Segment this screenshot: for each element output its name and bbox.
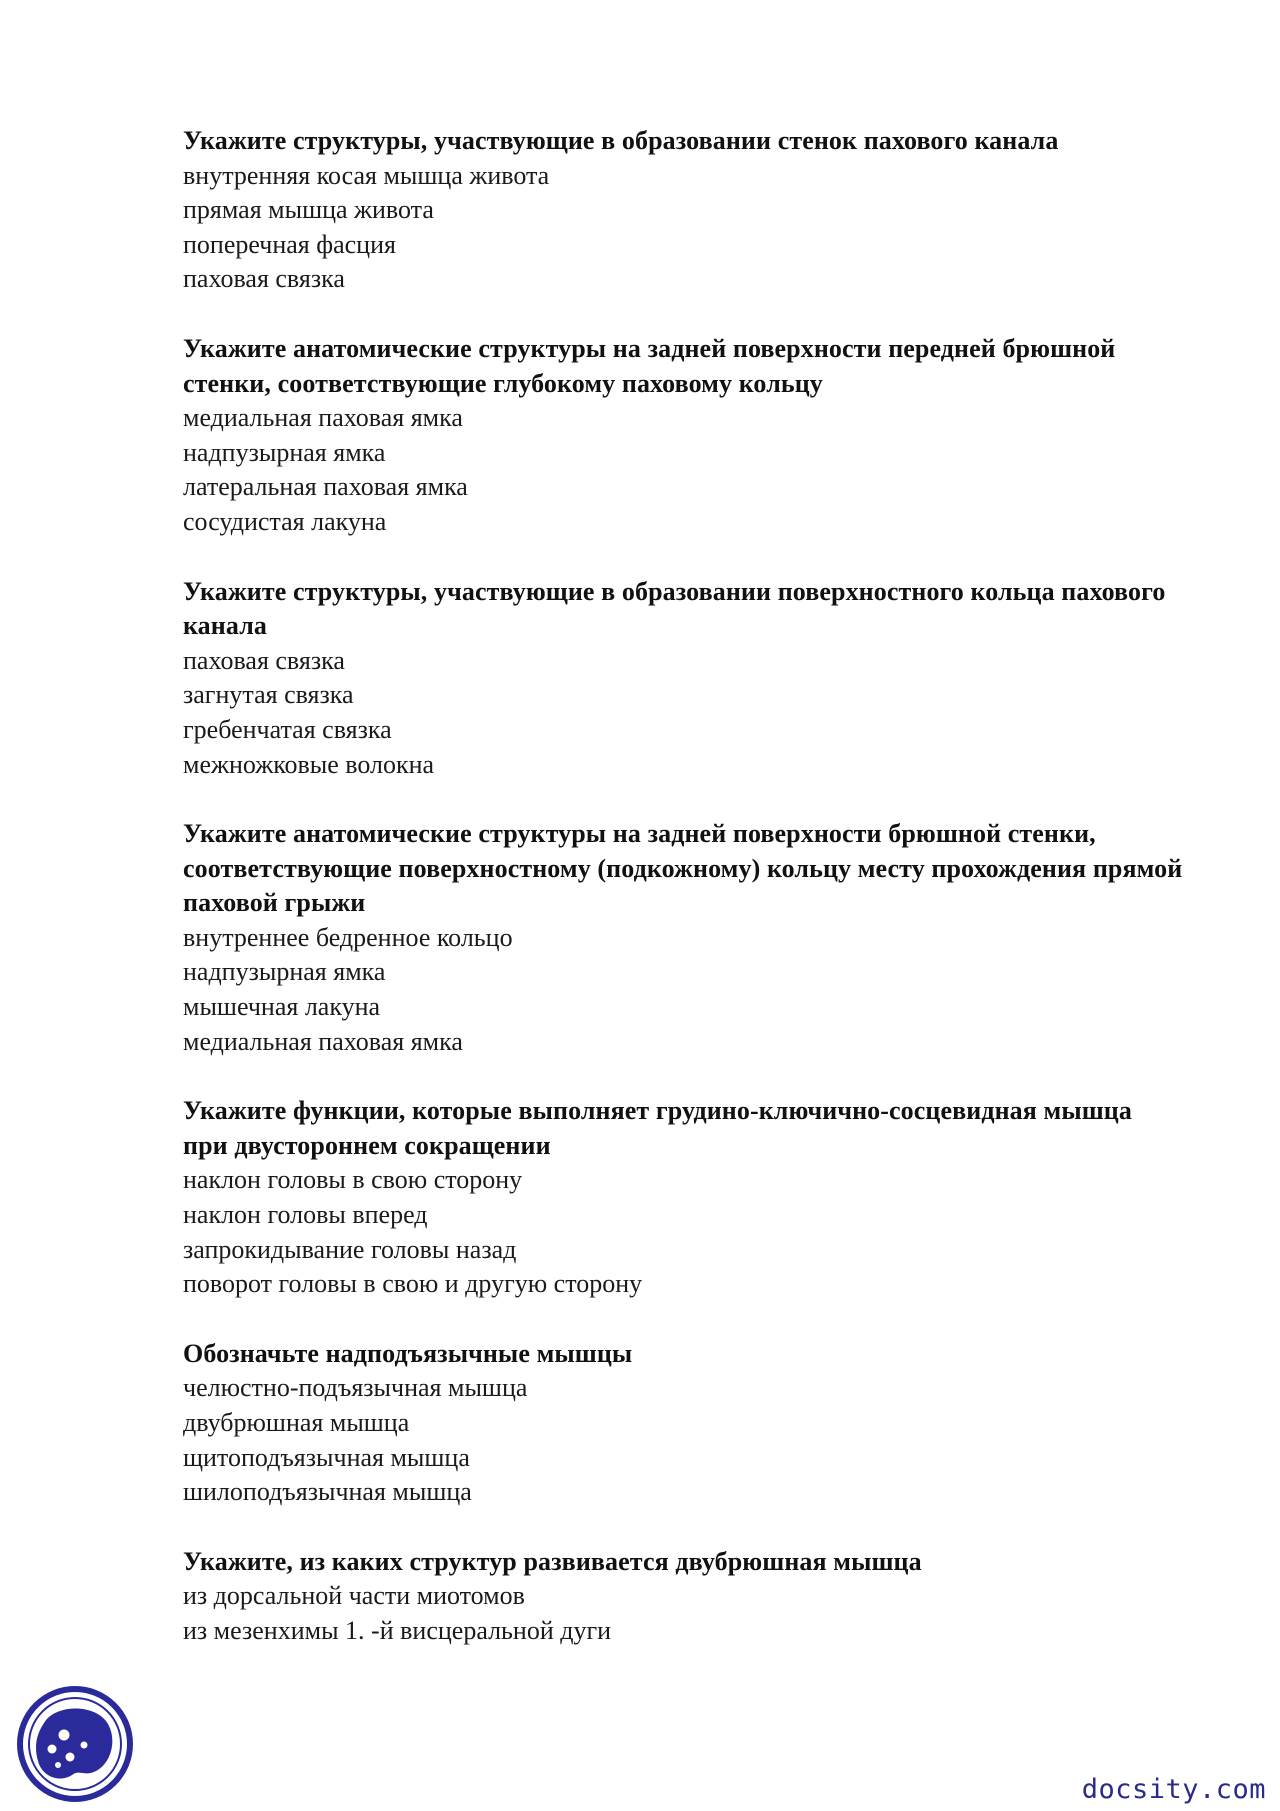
- answer-option: из дорсальной части миотомов: [183, 1581, 525, 1611]
- question-block: [183, 1337, 1183, 1510]
- answer-option: мышечная лакуна: [183, 992, 381, 1022]
- question-title: Укажите, из каких структур развивается двубрюшная мышца: [183, 1546, 922, 1576]
- question-block: [183, 332, 1183, 540]
- docsity-logo-icon-graphic: [14, 1683, 136, 1805]
- document-body: [183, 124, 1183, 1684]
- question-block: [183, 1094, 1183, 1302]
- answer-option: поперечная фасция: [183, 229, 396, 259]
- question-block: [183, 575, 1183, 783]
- question-title: Укажите структуры, участвующие в образовании поверхностного кольца пахового канала: [183, 576, 1166, 641]
- question-title: Обозначьте надподъязычные мышцы: [183, 1338, 633, 1368]
- question-block: [183, 1545, 1183, 1649]
- answer-option: щитоподъязычная мышца: [183, 1442, 470, 1472]
- question-block: [183, 817, 1183, 1059]
- answer-option: гребенчатая связка: [183, 714, 392, 744]
- question-title: Укажите анатомические структуры на задней поверхности передней брюшной стенки, соответствующие глубокому паховому кольцу: [183, 333, 1116, 398]
- answer-option: паховая связка: [183, 645, 345, 675]
- answer-option: паховая связка: [183, 264, 345, 294]
- answer-option: прямая мышца живота: [183, 195, 434, 225]
- answer-option: шилоподъязычная мышца: [183, 1477, 472, 1507]
- answer-option: запрокидывание головы назад: [183, 1234, 517, 1264]
- question-title: Укажите анатомические структуры на задней поверхности брюшной стенки, соответствующие поверхностному (подкожному) кольцу месту прохождения прямой паховой грыжи: [183, 819, 1183, 918]
- question-block: [183, 124, 1183, 297]
- answer-option: наклон головы в свою сторону: [183, 1165, 523, 1195]
- answer-option: надпузырная ямка: [183, 957, 386, 987]
- answer-option: двубрюшная мышца: [183, 1408, 410, 1437]
- answer-option: из мезенхимы 1. -й висцеральной дуги: [183, 1615, 612, 1645]
- answer-option: межножковые волокна: [183, 749, 435, 779]
- question-title: Укажите функции, которые выполняет грудино-ключично-сосцевидная мышца при двустороннем сокращении: [183, 1096, 1132, 1160]
- answer-option: челюстно-подъязычная мышца: [183, 1373, 528, 1403]
- answer-option: надпузырная ямка: [183, 437, 386, 467]
- docsity-logo-icon[interactable]: [14, 1683, 136, 1805]
- answer-option: медиальная паховая ямка: [183, 1026, 463, 1056]
- answer-option: внутреннее бедренное кольцо: [183, 922, 513, 952]
- docsity-watermark[interactable]: docsity.com: [1081, 1774, 1266, 1805]
- answer-option: поворот головы в свою и другую сторону: [183, 1269, 643, 1299]
- answer-option: сосудистая лакуна: [183, 506, 387, 536]
- answer-option: наклон головы вперед: [183, 1200, 428, 1230]
- answer-option: латеральная паховая ямка: [183, 472, 468, 502]
- question-title: Укажите структуры, участвующие в образовании стенок пахового канала: [183, 126, 1059, 155]
- answer-option: внутренняя косая мышца живота: [183, 160, 550, 190]
- answer-option: загнутая связка: [183, 680, 354, 710]
- answer-option: медиальная паховая ямка: [183, 403, 463, 433]
